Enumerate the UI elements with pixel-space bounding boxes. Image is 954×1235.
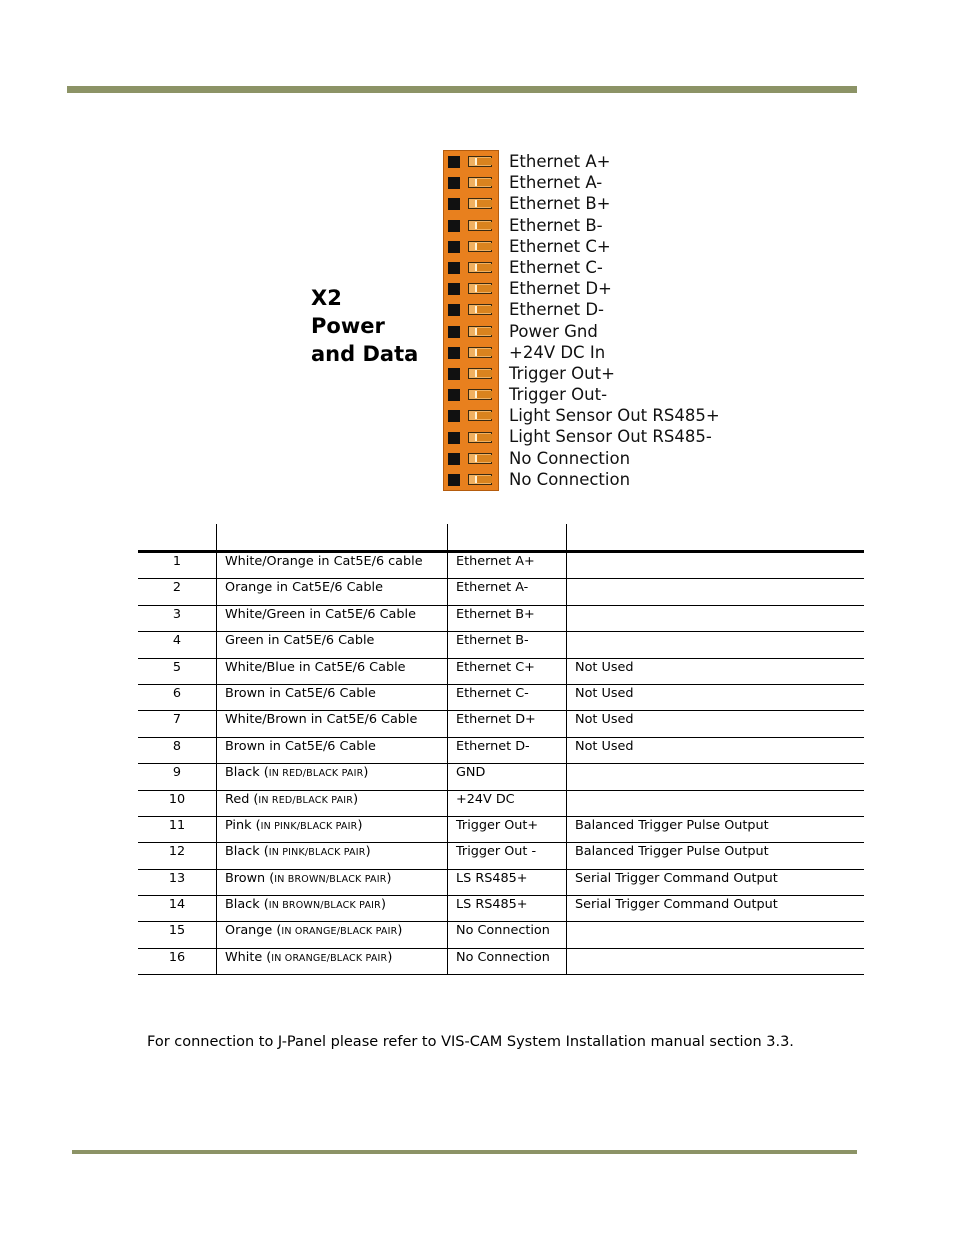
table-row (138, 737, 864, 763)
pin-label: Ethernet B- (509, 215, 603, 235)
pin-number-cell: 16 (138, 948, 217, 974)
footer-rule (72, 1150, 857, 1154)
wire-color: Red ( (225, 791, 259, 807)
pin-number-cell: 4 (138, 632, 217, 658)
pin-number-cell: 6 (138, 684, 217, 710)
signal-cell: LS RS485+ (448, 896, 567, 922)
wire-color-cell (217, 843, 448, 869)
screw-terminal-icon (468, 410, 492, 421)
wire-hole-icon (448, 432, 460, 444)
pin-number-cell: 7 (138, 711, 217, 737)
wire-hole-icon (448, 474, 460, 486)
pin-number-cell: 10 (138, 790, 217, 816)
wire-pair: IN ORANGE/BLACK PAIR (271, 952, 388, 964)
terminal-pin (444, 236, 498, 257)
screw-terminal-icon (468, 474, 492, 485)
wire-color-cell (217, 948, 448, 974)
table-row (138, 605, 864, 631)
wire-hole-icon (448, 177, 460, 189)
wire-hole-icon (448, 283, 460, 295)
pin-label: Trigger Out+ (509, 363, 615, 383)
header-cell (217, 524, 448, 552)
signal-cell: +24V DC (448, 790, 567, 816)
wiring-table (138, 524, 864, 975)
signal-cell: Ethernet B- (448, 632, 567, 658)
terminal-pin (444, 299, 498, 320)
table-row (138, 764, 864, 790)
wire-hole-icon (448, 304, 460, 316)
wire-color-cell (217, 922, 448, 948)
notes-cell: Not Used (567, 737, 865, 763)
screw-terminal-icon (468, 347, 492, 358)
signal-cell: Ethernet C- (448, 684, 567, 710)
pin-number-cell: 11 (138, 816, 217, 842)
terminal-pin (444, 257, 498, 278)
wire-color: Orange ( (225, 923, 282, 939)
pin-label: No Connection (509, 469, 631, 489)
wire-close-paren: ) (363, 765, 369, 781)
signal-cell: No Connection (448, 948, 567, 974)
wire-hole-icon (448, 326, 460, 338)
notes-cell: Serial Trigger Command Output (567, 896, 865, 922)
wire-close-paren: ) (397, 923, 403, 939)
wire-close-paren: ) (380, 897, 386, 913)
pin-label: Ethernet C- (509, 257, 603, 277)
screw-terminal-icon (468, 241, 492, 252)
terminal-pin (444, 321, 498, 342)
wire-color: Brown in Cat5E/6 Cable (225, 738, 376, 754)
terminal-pin (444, 342, 498, 363)
screw-terminal-icon (468, 368, 492, 379)
wire-color: Black ( (225, 844, 269, 860)
terminal-pin (444, 172, 498, 193)
header-cell (448, 524, 567, 552)
wire-hole-icon (448, 347, 460, 359)
notes-cell: Not Used (567, 711, 865, 737)
pin-number-cell: 2 (138, 579, 217, 605)
pin-label: Ethernet D+ (509, 279, 612, 299)
pin-label: Power Gnd (509, 321, 598, 341)
notes-cell: Serial Trigger Command Output (567, 869, 865, 895)
screw-terminal-icon (468, 283, 492, 294)
wire-color-cell (217, 896, 448, 922)
connector-title-line1: X2 Power (311, 286, 385, 338)
terminal-pin (444, 278, 498, 299)
wire-color: Brown in Cat5E/6 Cable (225, 685, 376, 701)
wire-color-cell (217, 764, 448, 790)
wire-pair: IN RED/BLACK PAIR (258, 794, 354, 806)
wire-pair: IN RED/BLACK PAIR (268, 768, 364, 780)
terminal-pin (444, 193, 498, 214)
wire-color: White/Green in Cat5E/6 Cable (225, 606, 416, 622)
wire-color: White/Blue in Cat5E/6 Cable (225, 659, 406, 675)
notes-cell: Not Used (567, 658, 865, 684)
terminal-pin (444, 427, 498, 448)
pin-number-cell: 13 (138, 869, 217, 895)
wire-color: Brown ( (225, 870, 275, 886)
table-row (138, 843, 864, 869)
wire-color: White/Orange in Cat5E/6 cable (225, 554, 423, 569)
header-cell (138, 524, 217, 552)
wire-pair: IN ORANGE/BLACK PAIR (281, 926, 398, 938)
pin-number-cell: 8 (138, 737, 217, 763)
terminal-pin (444, 405, 498, 426)
connector-title-line2: and Data (311, 342, 419, 366)
wire-hole-icon (448, 220, 460, 232)
screw-terminal-icon (468, 156, 492, 167)
signal-cell: Trigger Out - (448, 843, 567, 869)
wire-pair: IN BROWN/BLACK PAIR (268, 900, 381, 912)
wire-color: Orange in Cat5E/6 Cable (225, 580, 383, 596)
notes-cell (567, 922, 865, 948)
signal-cell: Ethernet C+ (448, 658, 567, 684)
wire-color-cell (217, 869, 448, 895)
screw-terminal-icon (468, 432, 492, 443)
wire-close-paren: ) (357, 817, 363, 833)
header-cell (567, 524, 865, 552)
terminal-block-diagram (443, 150, 499, 491)
pin-label: No Connection (509, 448, 631, 468)
wire-color: White ( (225, 949, 272, 965)
wire-color-cell (217, 552, 448, 579)
notes-cell (567, 790, 865, 816)
wire-color-cell (217, 684, 448, 710)
pin-label: Ethernet C+ (509, 236, 611, 256)
terminal-pin (444, 363, 498, 384)
pin-label: Ethernet D- (509, 300, 604, 320)
table-row (138, 552, 864, 579)
wire-color: White/Brown in Cat5E/6 Cable (225, 712, 418, 728)
wire-hole-icon (448, 262, 460, 274)
wire-close-paren: ) (386, 870, 392, 886)
wire-close-paren: ) (387, 949, 393, 965)
signal-cell: Ethernet D- (448, 737, 567, 763)
screw-terminal-icon (468, 177, 492, 188)
pin-number-cell: 5 (138, 658, 217, 684)
wire-hole-icon (448, 156, 460, 168)
terminal-pin (444, 448, 498, 469)
wire-color-cell (217, 737, 448, 763)
pin-number-cell: 12 (138, 843, 217, 869)
table-row (138, 816, 864, 842)
notes-cell (567, 764, 865, 790)
signal-cell: GND (448, 764, 567, 790)
terminal-pin (444, 469, 498, 490)
pin-number-cell: 3 (138, 605, 217, 631)
wire-color: Black ( (225, 897, 269, 913)
signal-cell: No Connection (448, 922, 567, 948)
wire-color-cell (217, 658, 448, 684)
wire-close-paren: ) (365, 844, 371, 860)
signal-cell: Ethernet D+ (448, 711, 567, 737)
pin-number-cell: 15 (138, 922, 217, 948)
signal-cell: Ethernet B+ (448, 605, 567, 631)
wire-pair: IN BROWN/BLACK PAIR (274, 873, 387, 885)
screw-terminal-icon (468, 304, 492, 315)
connector-title (311, 284, 421, 368)
notes-cell: Balanced Trigger Pulse Output (567, 816, 865, 842)
wire-pair: IN PINK/BLACK PAIR (260, 820, 358, 832)
screw-terminal-icon (468, 326, 492, 337)
header-rule (67, 86, 857, 93)
table-row (138, 579, 864, 605)
screw-terminal-icon (468, 389, 492, 400)
pin-label: Light Sensor Out RS485+ (509, 406, 720, 426)
wire-hole-icon (448, 389, 460, 401)
signal-cell: LS RS485+ (448, 869, 567, 895)
screw-terminal-icon (468, 262, 492, 273)
notes-cell (567, 605, 865, 631)
screw-terminal-icon (468, 220, 492, 231)
table-row (138, 632, 864, 658)
notes-cell: Balanced Trigger Pulse Output (567, 843, 865, 869)
table-row (138, 684, 864, 710)
wire-color: Pink ( (225, 817, 261, 833)
pin-label: +24V DC In (509, 342, 606, 362)
wire-color-cell (217, 816, 448, 842)
notes-cell (567, 552, 865, 579)
wire-color-cell (217, 632, 448, 658)
pin-label: Ethernet A+ (509, 152, 611, 171)
terminal-pin (444, 151, 498, 172)
table-row (138, 869, 864, 895)
table-row (138, 896, 864, 922)
wire-color-cell (217, 579, 448, 605)
signal-cell: Trigger Out+ (448, 816, 567, 842)
pin-label: Light Sensor Out RS485- (509, 427, 712, 447)
wire-color-cell (217, 790, 448, 816)
pin-label-list (509, 151, 720, 490)
table-header-row (138, 524, 864, 552)
wire-hole-icon (448, 453, 460, 465)
terminal-pin (444, 384, 498, 405)
pin-label: Trigger Out- (509, 385, 608, 405)
screw-terminal-icon (468, 198, 492, 209)
pin-number-cell: 14 (138, 896, 217, 922)
wire-color-cell (217, 605, 448, 631)
pin-label: Ethernet A- (509, 173, 603, 193)
table-row (138, 790, 864, 816)
wire-hole-icon (448, 410, 460, 422)
table-row (138, 711, 864, 737)
terminal-pin (444, 215, 498, 236)
wire-color: Green in Cat5E/6 Cable (225, 633, 375, 649)
screw-terminal-icon (468, 453, 492, 464)
wire-pair: IN PINK/BLACK PAIR (268, 847, 366, 859)
wire-hole-icon (448, 241, 460, 253)
wire-hole-icon (448, 198, 460, 210)
pin-number-cell: 9 (138, 764, 217, 790)
notes-cell: Not Used (567, 684, 865, 710)
table-row (138, 922, 864, 948)
wire-close-paren: ) (353, 791, 359, 807)
wire-color: Black ( (225, 765, 269, 781)
notes-cell (567, 579, 865, 605)
pin-number-cell: 1 (138, 552, 217, 579)
j-panel-note: For connection to J-Panel please refer to VIS-CAM System Installation manual section 3.3. (147, 1034, 794, 1050)
signal-cell: Ethernet A- (448, 579, 567, 605)
table-row (138, 658, 864, 684)
notes-cell (567, 632, 865, 658)
wire-hole-icon (448, 368, 460, 380)
wire-color-cell (217, 711, 448, 737)
notes-cell (567, 948, 865, 974)
pin-label: Ethernet B+ (509, 194, 611, 214)
table-row (138, 948, 864, 974)
signal-cell: Ethernet A+ (448, 552, 567, 579)
